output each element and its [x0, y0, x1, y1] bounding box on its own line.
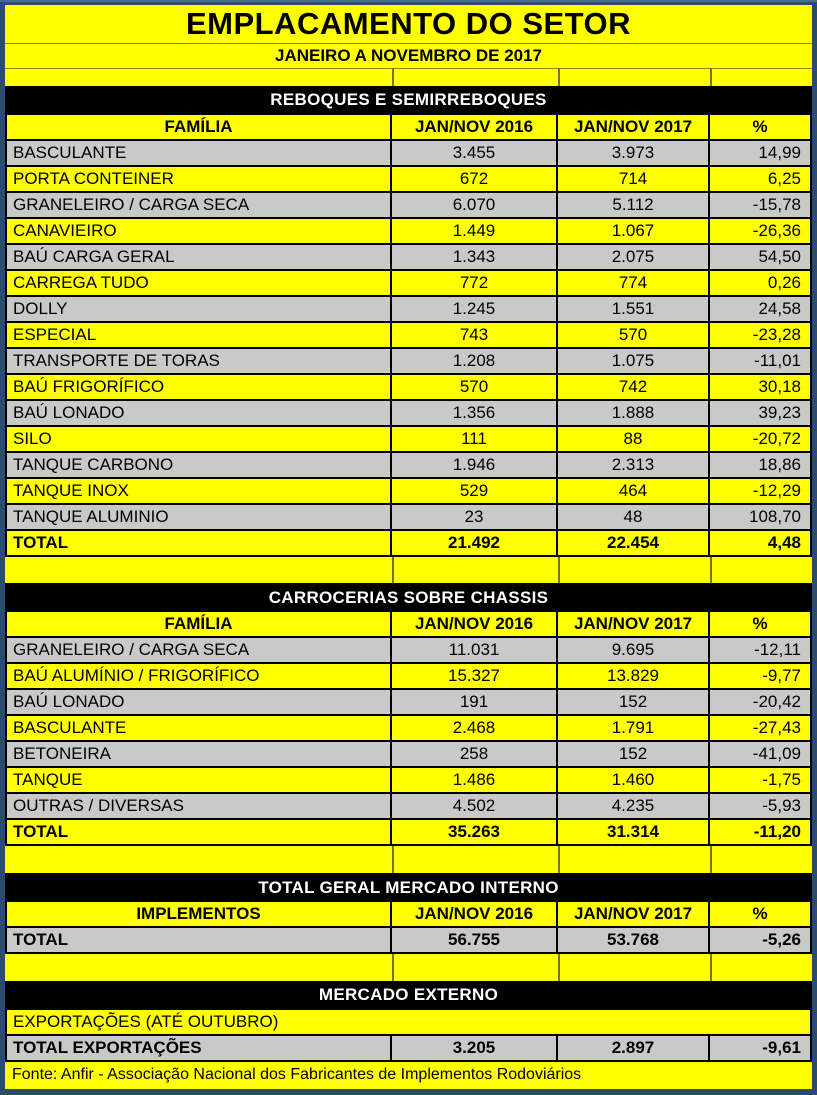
percent-cell: -11,20 [708, 820, 810, 844]
value-2016-cell: 111 [390, 427, 556, 451]
column-header: JAN/NOV 2017 [556, 115, 708, 139]
value-2016-cell: 1.208 [390, 349, 556, 373]
family-cell: DOLLY [13, 298, 68, 318]
table-row [7, 217, 810, 243]
percent-cell: 39,23 [708, 401, 810, 425]
column-header: FAMÍLIA [164, 116, 233, 136]
value-2016-cell: 35.263 [390, 820, 556, 844]
value-2017-cell: 1.791 [556, 716, 708, 740]
table-row [7, 1008, 810, 1034]
percent-cell: -9,61 [708, 1036, 810, 1060]
percent-cell: -26,36 [708, 219, 810, 243]
percent-cell: 6,25 [708, 167, 810, 191]
family-cell: TOTAL [13, 532, 69, 552]
spacer-cell [710, 954, 812, 981]
value-2016-cell: 15.327 [390, 664, 556, 688]
percent-cell: -15,78 [708, 193, 810, 217]
family-cell: SILO [13, 428, 52, 448]
percent-cell: -27,43 [708, 716, 810, 740]
table-row [7, 662, 810, 688]
column-header-row [7, 113, 810, 139]
table-row [7, 1034, 810, 1060]
percent-cell: -12,29 [708, 479, 810, 503]
table-row [7, 818, 810, 844]
value-2016-cell: 3.205 [390, 1036, 556, 1060]
table-row [7, 926, 810, 952]
percent-cell: -5,93 [708, 794, 810, 818]
spacer-cell [558, 846, 710, 873]
column-header: % [708, 902, 810, 926]
table-row [7, 165, 810, 191]
spacer-cell [558, 557, 710, 584]
value-2016-cell: 191 [390, 690, 556, 714]
family-cell: TOTAL EXPORTAÇÕES [13, 1037, 202, 1057]
value-2017-cell: 464 [556, 479, 708, 503]
value-2017-cell: 1.460 [556, 768, 708, 792]
value-2017-cell: 774 [556, 271, 708, 295]
value-2017-cell: 3.973 [556, 141, 708, 165]
table-row [7, 714, 810, 740]
table-row [7, 529, 810, 555]
column-header: FAMÍLIA [164, 614, 233, 634]
section-header: CARROCERIAS SOBRE CHASSIS [7, 585, 810, 610]
table-row [7, 425, 810, 451]
spacer-cell [5, 954, 392, 981]
percent-cell: 24,58 [708, 297, 810, 321]
value-2016-cell: 56.755 [390, 928, 556, 952]
section-header: TOTAL GERAL MERCADO INTERNO [7, 875, 810, 900]
column-header: % [708, 612, 810, 636]
page-subtitle: JANEIRO A NOVEMBRO DE 2017 [5, 44, 812, 69]
value-2017-cell: 48 [556, 505, 708, 529]
value-2017-cell: 2.313 [556, 453, 708, 477]
percent-cell: -20,72 [708, 427, 810, 451]
column-header: JAN/NOV 2017 [556, 902, 708, 926]
value-2016-cell: 3.455 [390, 141, 556, 165]
family-cell: EXPORTAÇÕES (ATÉ OUTUBRO) [13, 1011, 279, 1031]
table-row [7, 321, 810, 347]
value-2017-cell: 53.768 [556, 928, 708, 952]
value-2017-cell: 88 [556, 427, 708, 451]
value-2016-cell: 743 [390, 323, 556, 347]
percent-cell: 54,50 [708, 245, 810, 269]
value-2016-cell: 6.070 [390, 193, 556, 217]
value-2016-cell: 4.502 [390, 794, 556, 818]
report-sheet [5, 5, 812, 1089]
spacer-cell [710, 557, 812, 584]
percent-cell: -11,01 [708, 349, 810, 373]
table-3 [5, 873, 812, 954]
value-2016-cell: 11.031 [390, 638, 556, 662]
table-row [7, 399, 810, 425]
family-cell: BAÚ ALUMÍNIO / FRIGORÍFICO [13, 666, 260, 686]
family-cell: BAÚ FRIGORÍFICO [13, 376, 165, 396]
table-row [7, 373, 810, 399]
column-header-row [7, 900, 810, 926]
family-cell: BASCULANTE [13, 142, 127, 162]
value-2017-cell: 22.454 [556, 531, 708, 555]
percent-cell: -5,26 [708, 928, 810, 952]
table-row [7, 269, 810, 295]
column-header: JAN/NOV 2016 [390, 902, 556, 926]
spacer-cell [392, 954, 558, 981]
spacer-row [5, 954, 812, 981]
family-cell: BASCULANTE [13, 718, 127, 738]
table-row [7, 766, 810, 792]
table-row [7, 792, 810, 818]
column-header: JAN/NOV 2017 [556, 612, 708, 636]
section-header: REBOQUES E SEMIRREBOQUES [7, 88, 810, 113]
value-2017-cell: 31.314 [556, 820, 708, 844]
source-note: Fonte: Anfir - Associação Nacional dos Fabricantes de Implementos Rodoviários [12, 1066, 582, 1084]
family-cell: TOTAL [13, 822, 69, 842]
spacer-cell [5, 846, 392, 873]
table-row [7, 636, 810, 662]
page-title: EMPLACAMENTO DO SETOR [5, 5, 812, 44]
value-2017-cell: 13.829 [556, 664, 708, 688]
value-2016-cell: 21.492 [390, 531, 556, 555]
value-2016-cell: 23 [390, 505, 556, 529]
family-cell: BAÚ LONADO [13, 402, 125, 422]
family-cell: ESPECIAL [13, 324, 97, 344]
percent-cell: 0,26 [708, 271, 810, 295]
value-2017-cell: 9.695 [556, 638, 708, 662]
family-cell: CARREGA TUDO [13, 272, 149, 292]
value-2017-cell: 742 [556, 375, 708, 399]
value-2016-cell: 1.449 [390, 219, 556, 243]
value-2016-cell: 2.468 [390, 716, 556, 740]
percent-cell: 30,18 [708, 375, 810, 399]
table-row [7, 451, 810, 477]
value-2017-cell: 1.067 [556, 219, 708, 243]
table-row [7, 503, 810, 529]
table-1 [5, 86, 812, 557]
spacer-cell [558, 954, 710, 981]
column-header: JAN/NOV 2016 [390, 115, 556, 139]
percent-cell: 4,48 [708, 531, 810, 555]
value-2017-cell: 2.897 [556, 1036, 708, 1060]
value-2017-cell: 152 [556, 742, 708, 766]
percent-cell: -20,42 [708, 690, 810, 714]
value-2017-cell: 714 [556, 167, 708, 191]
table-row [7, 243, 810, 269]
family-cell: TRANSPORTE DE TORAS [13, 350, 220, 370]
value-2016-cell: 1.343 [390, 245, 556, 269]
family-cell: CANAVIEIRO [13, 220, 117, 240]
table-row [7, 688, 810, 714]
family-cell: BAÚ CARGA GERAL [13, 246, 175, 266]
family-cell: GRANELEIRO / CARGA SECA [13, 194, 250, 214]
value-2017-cell: 570 [556, 323, 708, 347]
value-2016-cell: 1.486 [390, 768, 556, 792]
value-2017-cell: 1.888 [556, 401, 708, 425]
spacer-cell [392, 846, 558, 873]
table-4 [5, 981, 812, 1062]
value-2017-cell: 1.075 [556, 349, 708, 373]
section-header: MERCADO EXTERNO [7, 983, 810, 1008]
family-cell: TOTAL [13, 930, 69, 950]
column-header-row [7, 610, 810, 636]
value-2016-cell: 1.356 [390, 401, 556, 425]
column-header: JAN/NOV 2016 [390, 612, 556, 636]
family-cell: BAÚ LONADO [13, 692, 125, 712]
spacer-row [5, 69, 812, 86]
family-cell: BETONEIRA [13, 744, 111, 764]
family-cell: TANQUE [13, 770, 83, 790]
table-row [7, 477, 810, 503]
value-2016-cell: 672 [390, 167, 556, 191]
value-2016-cell: 258 [390, 742, 556, 766]
family-cell: TANQUE CARBONO [13, 454, 174, 474]
spacer-row [5, 557, 812, 584]
spacer-cell [5, 557, 392, 584]
value-2016-cell: 570 [390, 375, 556, 399]
family-cell: TANQUE INOX [13, 480, 129, 500]
percent-cell: -9,77 [708, 664, 810, 688]
table-row [7, 295, 810, 321]
value-2017-cell: 152 [556, 690, 708, 714]
percent-cell: -41,09 [708, 742, 810, 766]
value-2017-cell: 2.075 [556, 245, 708, 269]
value-2016-cell: 772 [390, 271, 556, 295]
family-cell: TANQUE ALUMINIO [13, 506, 169, 526]
value-2016-cell: 1.946 [390, 453, 556, 477]
percent-cell: 108,70 [708, 505, 810, 529]
column-header: % [708, 115, 810, 139]
spacer-row [5, 846, 812, 873]
value-2017-cell: 5.112 [556, 193, 708, 217]
column-header: IMPLEMENTOS [136, 904, 261, 924]
family-cell: PORTA CONTEINER [13, 168, 174, 188]
percent-cell: -23,28 [708, 323, 810, 347]
family-cell: GRANELEIRO / CARGA SECA [13, 640, 250, 660]
percent-cell: 14,99 [708, 141, 810, 165]
spacer-cell [710, 846, 812, 873]
percent-cell: -12,11 [708, 638, 810, 662]
value-2017-cell: 1.551 [556, 297, 708, 321]
value-2016-cell: 1.245 [390, 297, 556, 321]
family-cell: OUTRAS / DIVERSAS [13, 796, 184, 816]
table-row [7, 740, 810, 766]
spacer-cell [392, 557, 558, 584]
value-2017-cell: 4.235 [556, 794, 708, 818]
table-row [7, 347, 810, 373]
percent-cell: 18,86 [708, 453, 810, 477]
value-2016-cell: 529 [390, 479, 556, 503]
percent-cell: -1,75 [708, 768, 810, 792]
table-row [7, 139, 810, 165]
table-2 [5, 583, 812, 846]
table-row [7, 191, 810, 217]
